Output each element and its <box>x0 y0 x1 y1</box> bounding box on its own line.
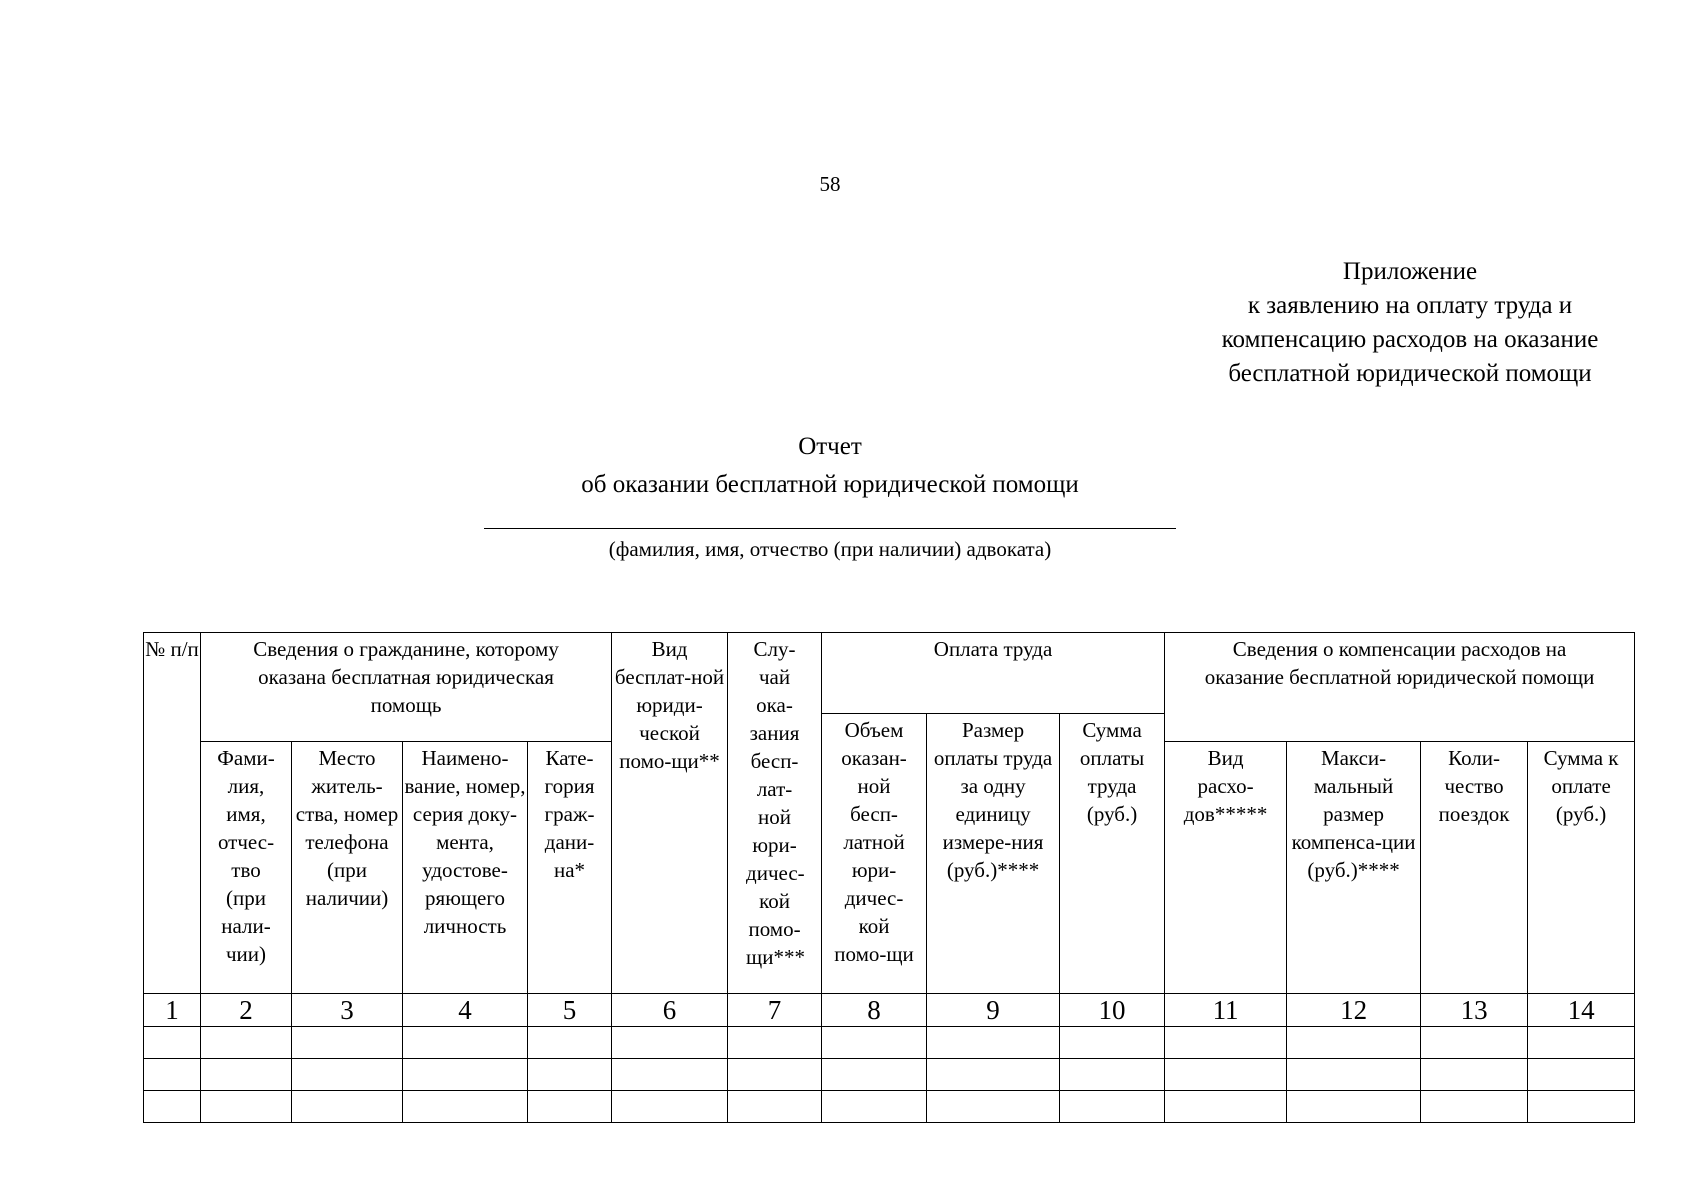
header-col7: Слу-чай ока-зания бесп-лат-ной юри-дичес-кой помо-щи*** <box>728 633 822 994</box>
header-col10: Сумма оплаты труда (руб.) <box>1060 714 1165 994</box>
table-cell[interactable] <box>403 1091 528 1123</box>
table-cell[interactable] <box>1165 1027 1287 1059</box>
table-cell[interactable] <box>201 1059 292 1091</box>
header-comp-group: Сведения о компенсации расходов на оказание бесплатной юридической помощи <box>1165 633 1635 742</box>
column-number: 2 <box>201 994 292 1027</box>
column-number: 7 <box>728 994 822 1027</box>
header-col6: Вид бесплат-ной юриди-ческой помо-щи** <box>612 633 728 994</box>
table-cell[interactable] <box>612 1027 728 1059</box>
header-col12: Макси-мальный размер компенса-ции (руб.)**** <box>1287 742 1421 994</box>
table-cell[interactable] <box>822 1091 927 1123</box>
table-cell[interactable] <box>403 1059 528 1091</box>
table-cell[interactable] <box>927 1091 1060 1123</box>
column-number: 8 <box>822 994 927 1027</box>
column-number: 5 <box>528 994 612 1027</box>
column-number: 1 <box>144 994 201 1027</box>
header-col8: Объем оказан-ной бесп-латной юри-дичес-кой помо-щи <box>822 714 927 994</box>
header-col2: Фами-лия, имя, отчес-тво (при нали-чии) <box>201 742 292 994</box>
table-cell[interactable] <box>1528 1027 1635 1059</box>
advocate-name-caption: (фамилия, имя, отчество (при наличии) адвоката) <box>608 537 1052 561</box>
header-citizen-group: Сведения о гражданине, которому оказана бесплатная юридическая помощь <box>201 633 612 742</box>
table-cell[interactable] <box>822 1059 927 1091</box>
table-cell[interactable] <box>1287 1059 1421 1091</box>
appendix-heading <box>1180 255 1640 391</box>
table-cell[interactable] <box>1287 1091 1421 1123</box>
table-cell[interactable] <box>1165 1091 1287 1123</box>
appendix-line: компенсацию расходов на оказание <box>1221 326 1599 353</box>
table-cell[interactable] <box>292 1091 403 1123</box>
header-col13: Коли-чество поездок <box>1421 742 1528 994</box>
table-cell[interactable] <box>1528 1059 1635 1091</box>
table-cell[interactable] <box>403 1027 528 1059</box>
report-subtitle: об оказании бесплатной юридической помощи <box>581 471 1079 498</box>
table-cell[interactable] <box>292 1027 403 1059</box>
table-cell[interactable] <box>201 1027 292 1059</box>
header-col14: Сумма к оплате (руб.) <box>1528 742 1635 994</box>
report-table <box>143 632 1635 1123</box>
report-title-block <box>0 428 1660 504</box>
table-cell[interactable] <box>612 1059 728 1091</box>
table-cell[interactable] <box>1060 1091 1165 1123</box>
table-cell[interactable] <box>1528 1091 1635 1123</box>
column-number: 6 <box>612 994 728 1027</box>
header-col9: Размер оплаты труда за одну единицу измере-ния (руб.)**** <box>927 714 1060 994</box>
header-col4: Наимено-вание, номер, серия доку-мента, удостове-ряющего личность <box>403 742 528 994</box>
appendix-line: Приложение <box>1342 258 1478 285</box>
page-number: 58 <box>819 172 841 196</box>
table-cell[interactable] <box>528 1027 612 1059</box>
table-cell[interactable] <box>1060 1027 1165 1059</box>
table-cell[interactable] <box>1421 1059 1528 1091</box>
table-cell[interactable] <box>528 1059 612 1091</box>
table-cell[interactable] <box>822 1027 927 1059</box>
column-number: 14 <box>1528 994 1635 1027</box>
column-number: 13 <box>1421 994 1528 1027</box>
column-number: 11 <box>1165 994 1287 1027</box>
table-cell[interactable] <box>144 1059 201 1091</box>
table-cell[interactable] <box>728 1091 822 1123</box>
header-pay-group: Оплата труда <box>822 633 1165 714</box>
table-cell[interactable] <box>144 1091 201 1123</box>
table-cell[interactable] <box>1421 1027 1528 1059</box>
table-cell[interactable] <box>728 1027 822 1059</box>
table-cell[interactable] <box>1060 1059 1165 1091</box>
header-num: № п/п <box>144 633 201 994</box>
appendix-line: бесплатной юридической помощи <box>1228 360 1592 387</box>
report-title: Отчет <box>798 433 862 460</box>
table-cell[interactable] <box>144 1027 201 1059</box>
table-cell[interactable] <box>728 1059 822 1091</box>
column-number: 10 <box>1060 994 1165 1027</box>
column-number: 3 <box>292 994 403 1027</box>
table-cell[interactable] <box>1421 1091 1528 1123</box>
table-cell[interactable] <box>528 1091 612 1123</box>
column-number: 9 <box>927 994 1060 1027</box>
table-cell[interactable] <box>1287 1027 1421 1059</box>
header-col5: Кате-гория граж-дани-на* <box>528 742 612 994</box>
table-row <box>144 1059 1635 1091</box>
column-number: 12 <box>1287 994 1421 1027</box>
table-row <box>144 1027 1635 1059</box>
table-row <box>144 1091 1635 1123</box>
table-body <box>144 1027 1635 1123</box>
header-col11: Вид расхо-дов***** <box>1165 742 1287 994</box>
table-cell[interactable] <box>292 1059 403 1091</box>
table-cell[interactable] <box>1165 1059 1287 1091</box>
table-cell[interactable] <box>927 1027 1060 1059</box>
appendix-line: к заявлению на оплату труда и <box>1247 292 1573 319</box>
table-cell[interactable] <box>201 1091 292 1123</box>
table-cell[interactable] <box>612 1091 728 1123</box>
column-number: 4 <box>403 994 528 1027</box>
table-cell[interactable] <box>927 1059 1060 1091</box>
header-col3: Место житель-ства, номер телефона (при наличии) <box>292 742 403 994</box>
advocate-name-line[interactable] <box>484 528 1176 529</box>
